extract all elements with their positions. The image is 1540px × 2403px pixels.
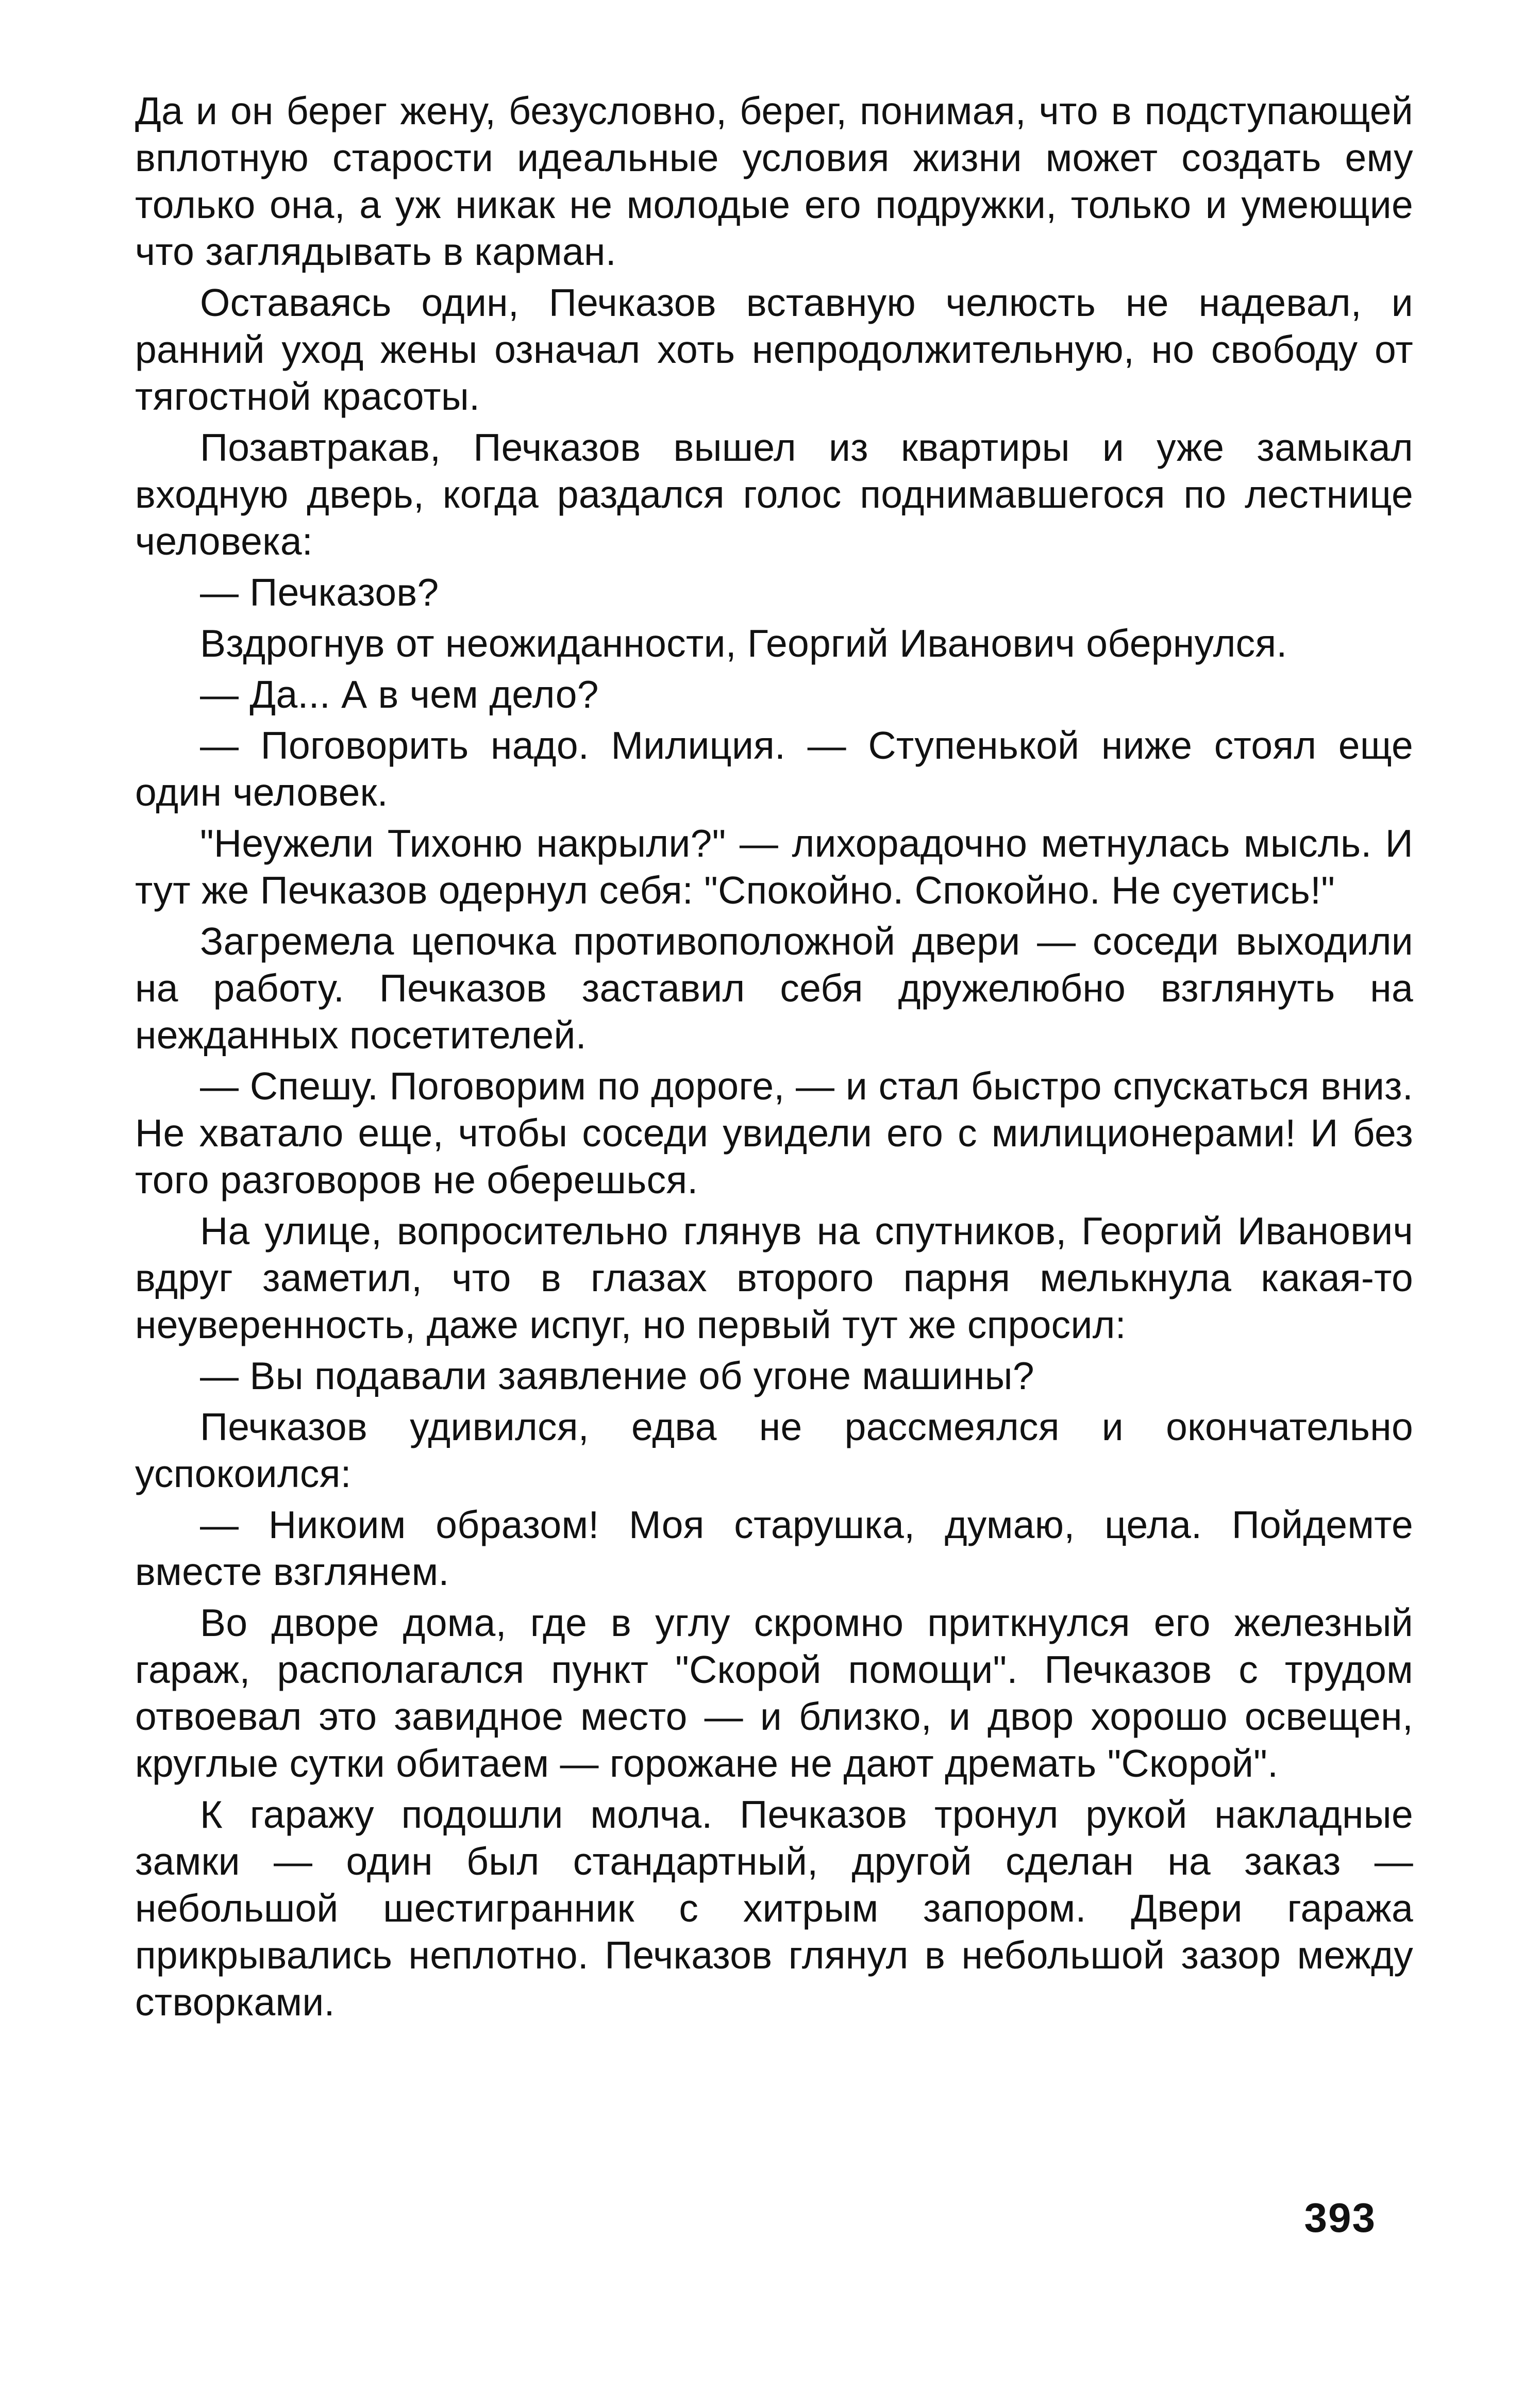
- paragraph-10: — Спешу. Поговорим по дороге, — и стал быстро спускаться вниз. Не хватало еще, чтобы соседи увидели его с милиционерами! И без того разговоров не оберешься.: [135, 1064, 1413, 1202]
- paragraph-8: "Неужели Тихоню накрыли?" — лихорадочно метнулась мысль. И тут же Печказов одернул себя: "Спокойно. Спокойно. Не суетись!": [135, 822, 1413, 912]
- paragraph-6: — Да... А в чем дело?: [200, 673, 599, 716]
- paragraph-12: — Вы подавали заявление об угоне машины?: [200, 1354, 1034, 1397]
- paragraph-13: Печказов удивился, едва не рассмеялся и окончательно успокоился:: [135, 1405, 1413, 1495]
- paragraph-1: Да и он берег жену, безусловно, берег, понимая, что в подступающей вплотную старости идеальные условия жизни может создать ему только она, а уж никак не молодые его подружки, только и умеющие что заглядывать в карман.: [135, 89, 1413, 273]
- paragraph-7: — Поговорить надо. Милиция. — Ступенькой ниже стоял еще один человек.: [135, 724, 1413, 814]
- paragraph-11: На улице, вопросительно глянув на спутников, Георгий Иванович вдруг заметил, что в глазах второго парня мелькнула какая-то неуверенность, даже испуг, но первый тут же спросил:: [135, 1209, 1413, 1346]
- paragraph-4: — Печказов?: [200, 571, 439, 614]
- paragraph-14: — Никоим образом! Моя старушка, думаю, цела. Пойдемте вместе взглянем.: [135, 1503, 1413, 1593]
- paragraph-2: Оставаясь один, Печказов вставную челюсть не надевал, и ранний уход жены означал хоть непродолжительную, но свободу от тягостной красоты.: [135, 281, 1413, 418]
- paragraph-9: Загремела цепочка противоположной двери — соседи выходили на работу. Печказов заставил себя дружелюбно взглянуть на нежданных посетителей.: [135, 920, 1413, 1057]
- paragraph-5: Вздрогнув от неожиданности, Георгий Иванович обернулся.: [200, 622, 1287, 665]
- paragraph-16: К гаражу подошли молча. Печказов тронул рукой накладные замки — один был стандартный, другой сделан на заказ — небольшой шестигранник с хитрым запором. Двери гаража прикрывались неплотно. Печказов глянул в небольшой зазор между створками.: [135, 1793, 1413, 2024]
- text-body: [135, 88, 1413, 2030]
- page-number: 393: [1304, 2195, 1376, 2241]
- paragraph-15: Во дворе дома, где в углу скромно приткнулся его железный гараж, располагался пункт "Скорой помощи". Печказов с трудом отвоевал это завидное место — и близко, и двор хорошо освещен, круглые сутки обитаем — горожане не дают дремать "Скорой".: [135, 1601, 1413, 1785]
- paragraph-3: Позавтракав, Печказов вышел из квартиры и уже замыкал входную дверь, когда раздался голос поднимавшегося по лестнице человека:: [135, 426, 1413, 563]
